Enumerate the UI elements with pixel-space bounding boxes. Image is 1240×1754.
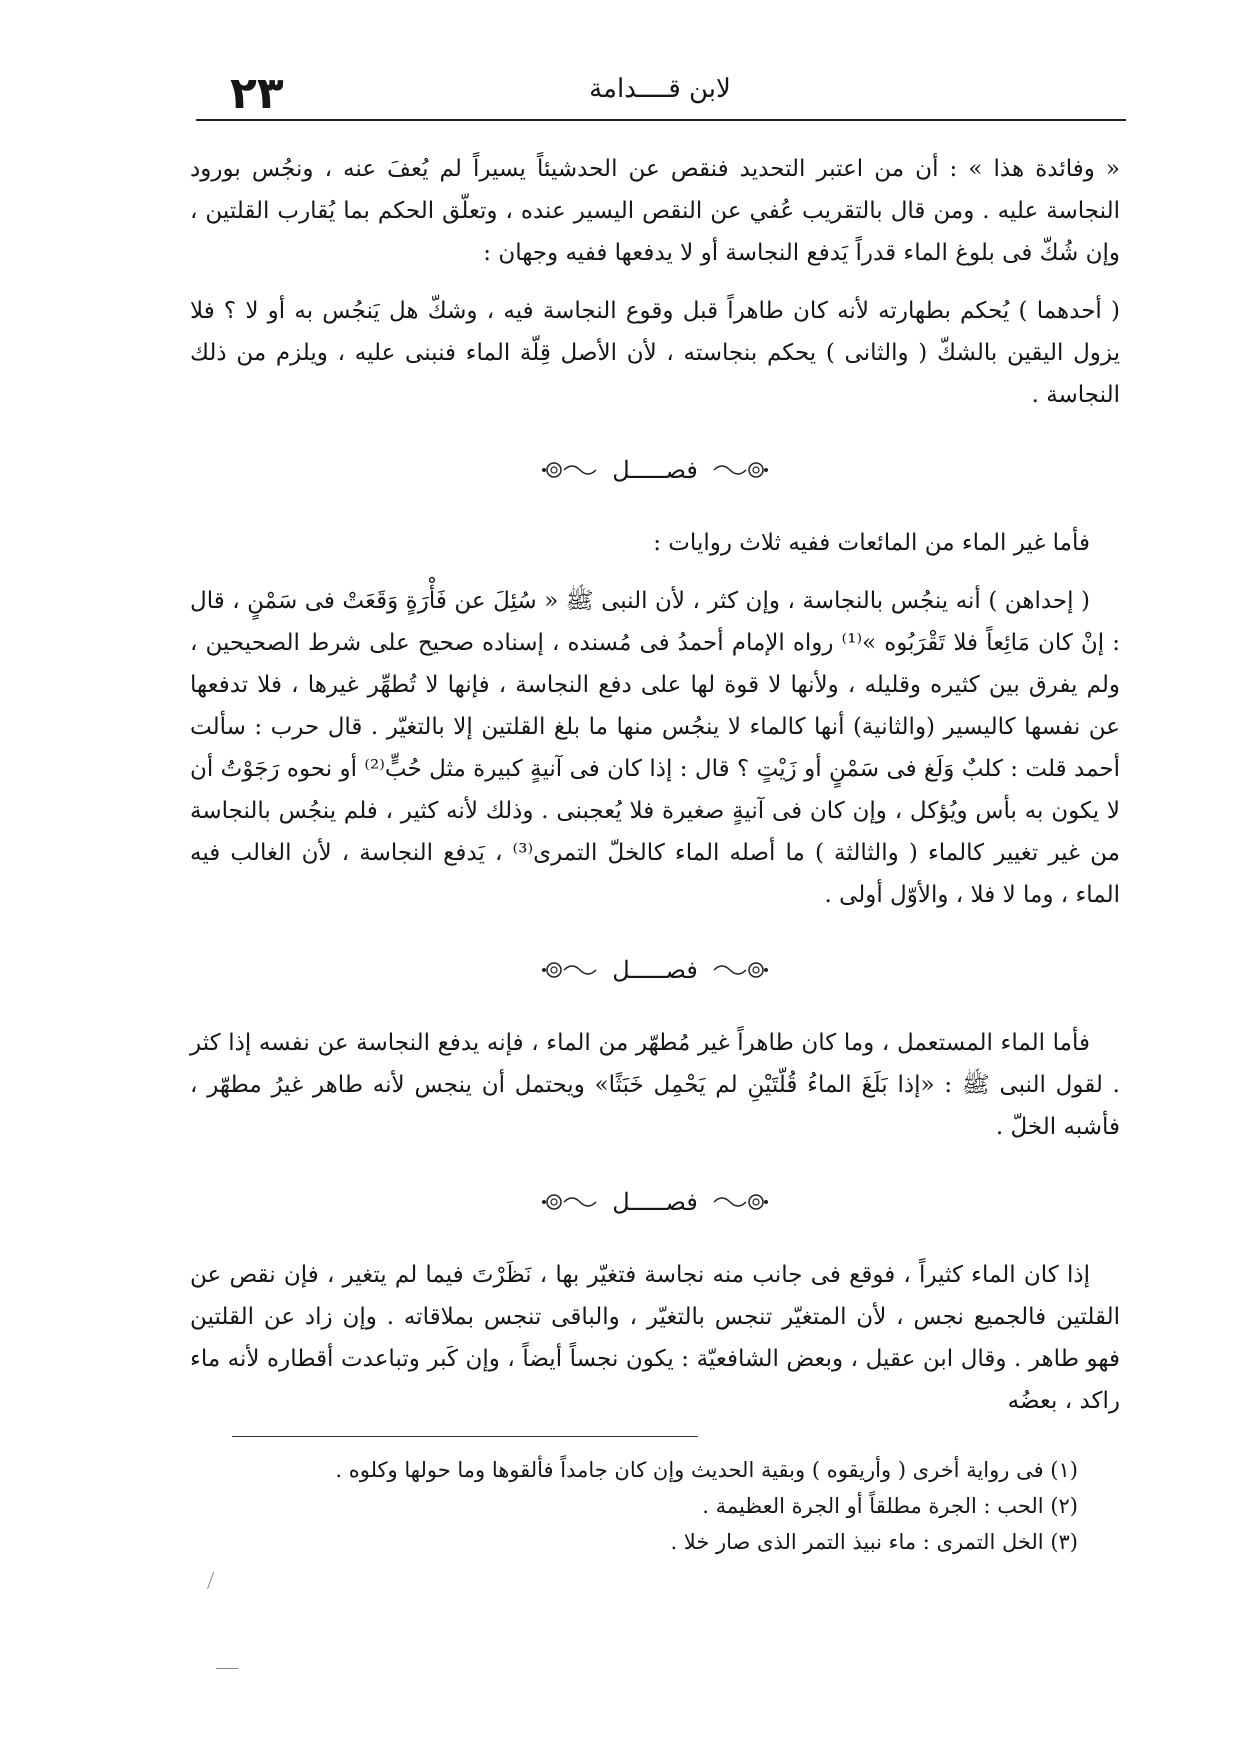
footnote-rule (232, 1436, 698, 1437)
ornament-icon (712, 459, 772, 481)
footnote-2: (٢) الحب : الجرة مطلقاً أو الجرة العظيمة . (702, 1494, 1078, 1518)
paragraph-large-water: إذا كان الماء كثيراً ، فوقع فى جانب منه نجاسة فتغيّر بها ، نَظَرْتَ فيما لم يتغير ، فإن نقص عن القلتين فالجميع نجس ، لأن المتغيّر تنجس بالتغيّر ، والباقى تنجس بملاقاته . وإن زاد عن القلتين فهو طاهر . وقال ابن عقيل ، وبعض الشافعيّة : يكون نجساً أيضاً ، وإن كَبر وتباعدت أقطاره لأنه ماء راكد ، بعضُه (190, 1262, 1120, 1414)
section-heading: فصـــــل (612, 956, 698, 984)
footnotes (198, 1452, 1078, 1560)
header-rule (196, 119, 1126, 121)
paragraph-three-narrations: ( إحداهن ) أنه ينجُس بالنجاسة ، وإن كثر ، لأن النبى ﷺ « سُئِلَ عن فَأْرَةٍ وَقَعَتْ فى سَمْنٍ ، قال : إنْ كان مَائِعاً فلا تَقْرَبُوه »⁽¹⁾ رواه الإمام أحمدُ فى مُسنده ، إسناده صحيح على شرط الصحيحين ، ولم يفرق بين كثيره وقليله ، ولأنها لا قوة لها على دفع النجاسة ، فإنها لا تُطهِّر غيرها ، فلا تدفعها عن نفسها كاليسير (والثانية) أنها كالماء لا ينجُس منها ما بلغ القلتين إلا بالتغيّر . قال حرب : سألت أحمد قلت : كلبٌ وَلَغ فى سَمْنٍ أو زَيْتٍ ؟ قال : إذا كان فى آنيةٍ كبيرة مثل حُبٍّ⁽²⁾ أو نحوه رَجَوْتُ أن لا يكون به بأس ويُؤكل ، وإن كان فى آنيةٍ صغيرة فلا يُعجبنى . وذلك لأنه كثير ، فلم ينجُس بالنجاسة من غير تغيير كالماء ( والثالثة ) ما أصله الماء كالخلّ التمرى⁽³⁾ ، يَدفع النجاسة ، لأن الغالب فيه الماء ، وما لا فلا ، والأوّل أولى . (190, 588, 1120, 908)
paragraph-used-water: فأما الماء المستعمل ، وما كان طاهراً غير مُطهّر من الماء ، فإنه يدفع النجاسة عن نفسه إذا كثر . لقول النبى ﷺ : «إذا بَلَغَ الماءُ قُلّتَيْنِ لم يَحْمِل خَبَثًا» ويحتمل أن ينجس لأنه طاهر غيرُ مطهّر ، فأشبه الخلّ . (190, 1030, 1120, 1140)
section-heading: فصـــــل (612, 1188, 698, 1216)
page-header (200, 66, 1120, 122)
paragraph-benefit: « وفائدة هذا » : أن من اعتبر التحديد فنقص عن الحدشيئاً يسيراً لم يُعفَ عنه ، ونجُس بورود النجاسة عليه . ومن قال بالتقريب عُفي عن النقص اليسير عنده ، وتعلّق الحكم بما يُقارب القلتين ، وإن شُكّ فى بلوغ الماء قدراً يَدفع النجاسة أو لا يدفعها ففيه وجهان : (190, 156, 1120, 266)
paragraph-two-opinions: ( أحدهما ) يُحكم بطهارته لأنه كان طاهراً قبل وقوع النجاسة فيه ، وشكّ هل يَنجُس به أو لا ؟ فلا يزول اليقين بالشكّ ( والثانى ) يحكم بنجاسته ، لأن الأصل قِلّة الماء فنبنى عليه ، ويلزم من ذلك النجاسة . (190, 298, 1120, 408)
ornament-icon (538, 959, 598, 981)
section-heading: فصـــــل (612, 456, 698, 484)
paragraph-liquids: فأما غير الماء من المائعات ففيه ثلاث روايات : (653, 530, 1090, 556)
running-title: لابن قــــدامة (589, 74, 731, 104)
stray-mark (216, 1668, 238, 1669)
section-divider (190, 432, 1120, 508)
section-divider (190, 1164, 1120, 1240)
section-divider (190, 932, 1120, 1008)
main-text (190, 148, 1120, 1438)
ornament-icon (538, 459, 598, 481)
ornament-icon (538, 1191, 598, 1213)
footnote-1: (١) فى رواية أخرى ( وأريقوه ) وبقية الحديث وإن كان جامداً فألقوها وما حولها وكلوه . (335, 1458, 1078, 1482)
page-number: ٢٣ (230, 68, 284, 119)
ornament-icon (712, 1191, 772, 1213)
ornament-icon (712, 959, 772, 981)
stray-mark (207, 1572, 218, 1591)
footnote-3: (٣) الخل التمرى : ماء نبيذ التمر الذى صار خلا . (670, 1530, 1078, 1554)
